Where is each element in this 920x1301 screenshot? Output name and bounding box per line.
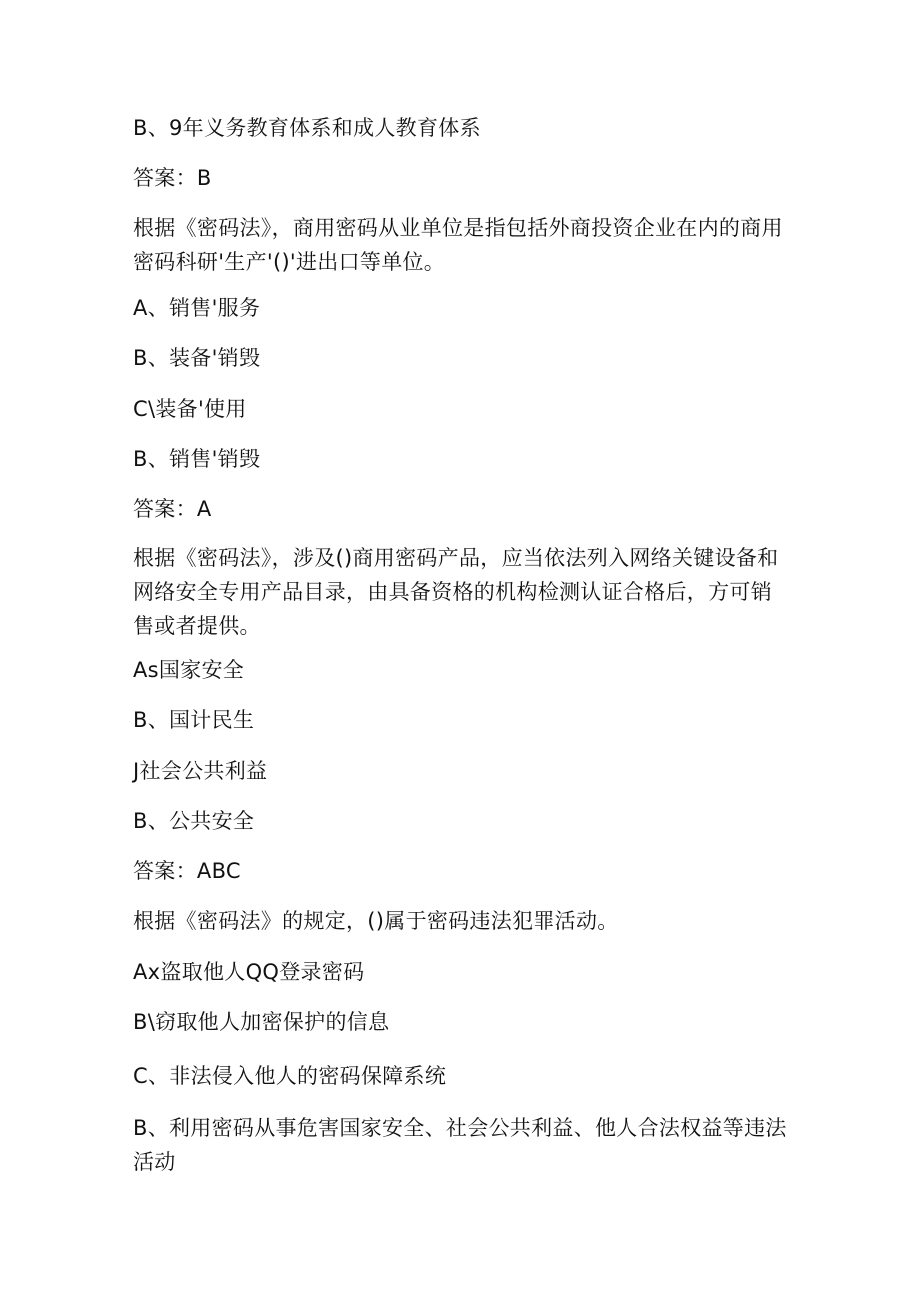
option-c-line: J社会公共利益 <box>133 759 268 783</box>
option-b-line: B、9年义务教育体系和成人教育体系 <box>133 116 481 140</box>
option-a-line: Ax盗取他人QQ登录密码 <box>133 960 365 984</box>
answer-line: 答案：A <box>133 497 212 521</box>
option-c-line: C、非法侵入他人的密码保障系统 <box>133 1064 447 1088</box>
option-b-line: B、国计民生 <box>133 708 255 732</box>
option-b-line: B、装备'销毁 <box>133 346 261 370</box>
answer-line: 答案：B <box>133 166 212 190</box>
option-d-text: B、利用密码从事危害国家安全、社会公共利益、他人合法权益等违法活动 <box>133 1116 787 1174</box>
option-d-line: B、公共安全 <box>133 809 255 833</box>
option-c-line: C\装备'使用 <box>133 397 247 421</box>
question-text: 根据《密码法》，商用密码从业单位是指包括外商投资企业在内的商用密码科研'生产'()'进出口等单位。 <box>133 216 783 274</box>
answer-line: 答案：ABC <box>133 859 241 883</box>
question-text: 根据《密码法》的规定，()属于密码违法犯罪活动。 <box>133 909 619 933</box>
option-d-line: B、销售'销毁 <box>133 447 261 471</box>
question-text: 根据《密码法》，涉及()商用密码产品，应当依法列入网络关键设备和网络安全专用产品目录，由具备资格的机构检测认证合格后，方可销售或者提供。 <box>133 546 779 638</box>
option-a-line: As国家安全 <box>133 658 245 682</box>
option-b-line: B\窃取他人加密保护的信息 <box>133 1010 390 1034</box>
option-a-line: A、销售'服务 <box>133 296 261 320</box>
